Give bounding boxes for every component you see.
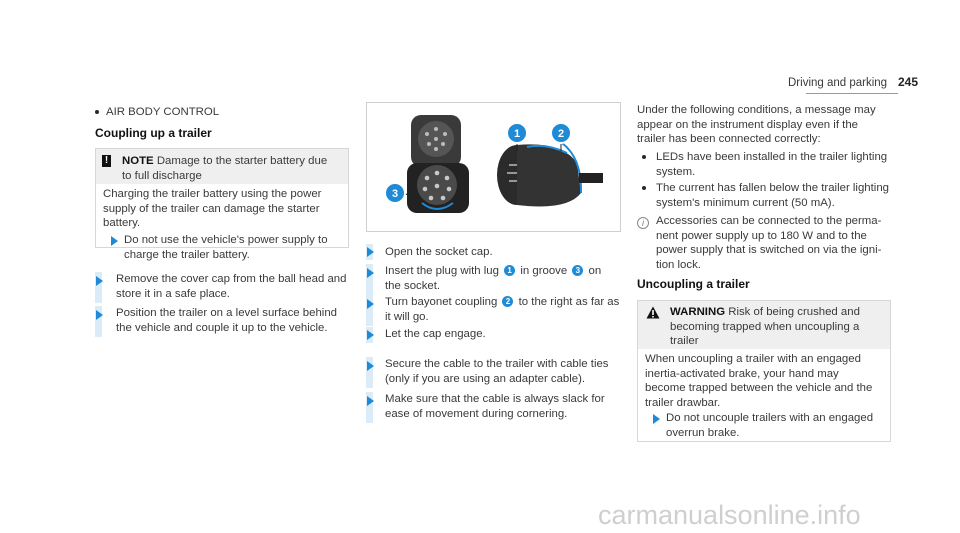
- warning-title-line: trailer: [670, 335, 699, 348]
- info-line: nent power supply up to 180 W and to the: [656, 229, 867, 242]
- step-line: ease of movement during cornering.: [385, 407, 568, 420]
- warning-body-line: When uncoupling a trailer with an engaged: [645, 353, 861, 365]
- note-body-line: supply of the trailer can damage the starter: [103, 202, 320, 215]
- step-arrow-icon: [367, 361, 374, 371]
- note-step-line: Do not use the vehicle's power supply to: [124, 234, 328, 246]
- note-body: [103, 187, 321, 231]
- step-line: Remove the cover cap from the ball head and: [116, 273, 347, 285]
- step-fragment: in groove: [520, 265, 568, 277]
- bullet-line: system's minimum current (50 mA).: [656, 196, 835, 209]
- info-line: Accessories can be connected to the perma-: [656, 215, 882, 227]
- info-icon: i: [637, 217, 649, 229]
- step-line: Make sure that the cable is always slack for: [385, 393, 605, 405]
- note-title: [122, 154, 327, 183]
- step-line: Secure the cable to the trailer with cable ties: [385, 358, 609, 370]
- step-line: store it in a safe place.: [116, 287, 230, 300]
- bullet-line: The current has fallen below the trailer lighting: [656, 182, 890, 194]
- header-rule: [806, 93, 898, 94]
- intro-line: appear on the instrument display even if the: [637, 118, 858, 131]
- note-step-line: charge the trailer battery.: [124, 248, 250, 261]
- step-fragment: to the right as far as: [518, 296, 620, 308]
- warning-body-line: trailer drawbar.: [645, 396, 721, 409]
- note-body-line: battery.: [103, 217, 141, 230]
- note-icon: !: [102, 155, 111, 167]
- note-box: [95, 148, 349, 261]
- intro-line: Under the following conditions, a message may: [637, 104, 876, 116]
- section-heading: Coupling up a trailer: [95, 126, 212, 140]
- trailer-socket-illustration: [367, 103, 620, 231]
- watermark: carmanualsonline.info: [598, 500, 861, 530]
- intro-line: trailer has been connected correctly:: [637, 133, 821, 146]
- step-arrow-icon: [367, 396, 374, 406]
- step-arrow-icon: [96, 310, 103, 320]
- step-text: [116, 272, 346, 301]
- marker-2: 2: [557, 128, 565, 140]
- warning-step: [666, 411, 873, 440]
- warning-title-line: becoming trapped when uncoupling a: [670, 320, 860, 333]
- step-line: it will go.: [385, 310, 429, 323]
- bullet-dot: [642, 186, 646, 190]
- step-text: [385, 295, 619, 324]
- step-arrow-icon: [367, 247, 374, 257]
- step-arrow-icon: [653, 414, 660, 424]
- marker-3-inline: 3: [572, 265, 583, 276]
- note-step: [124, 233, 328, 262]
- warning-step-line: Do not uncouple trailers with an engaged: [666, 412, 874, 424]
- bullet-text: [656, 181, 889, 210]
- note-title-2: to full discharge: [122, 169, 202, 182]
- note-title-1: Damage to the starter battery due: [156, 155, 328, 167]
- bullet-dot: [95, 110, 99, 114]
- bullet-dot: [642, 155, 646, 159]
- marker-3: 3: [391, 188, 399, 200]
- info-line: tion lock.: [656, 258, 701, 271]
- step-line: Position the trailer on a level surface behind: [116, 307, 337, 319]
- step-arrow-icon: [367, 299, 374, 309]
- marker-1-inline: 1: [504, 265, 515, 276]
- step-fragment: Turn bayonet coupling: [385, 296, 498, 308]
- warning-title-line: Risk of being crushed and: [728, 306, 860, 318]
- step-arrow-icon: [96, 276, 103, 286]
- step-line: the socket.: [385, 279, 441, 292]
- note-label: NOTE: [122, 155, 154, 167]
- step-text: [385, 264, 601, 293]
- step-text: [385, 392, 605, 421]
- warning-label: WARNING: [670, 306, 726, 318]
- warning-title: [670, 305, 860, 349]
- section-heading: Uncoupling a trailer: [637, 277, 750, 291]
- step-text: [385, 357, 609, 386]
- step-arrow-icon: [111, 236, 118, 246]
- step-text: [116, 306, 337, 335]
- warning-triangle-icon: [646, 306, 660, 319]
- section-title: Driving and parking: [788, 77, 888, 89]
- warning-box: [637, 300, 891, 442]
- bullet-text: AIR BODY CONTROL: [106, 106, 220, 118]
- step-text: Open the socket cap.: [385, 246, 493, 258]
- bullet-line: system.: [656, 165, 696, 178]
- step-line: the vehicle and couple it up to the vehicle.: [116, 321, 328, 334]
- figure-box: [366, 102, 621, 232]
- warning-body: [645, 352, 872, 410]
- bullet-line: LEDs have been installed in the trailer lighting: [656, 151, 888, 163]
- marker-1: 1: [513, 128, 521, 140]
- warning-step-line: overrun brake.: [666, 426, 740, 439]
- step-text: Let the cap engage.: [385, 328, 486, 340]
- note-body-line: Charging the trailer battery using the power: [103, 188, 322, 200]
- warning-body-line: inertia-activated brake, your hand may: [645, 367, 839, 380]
- step-arrow-icon: [367, 330, 374, 340]
- step-fragment: on: [588, 265, 602, 277]
- step-arrow-icon: [367, 268, 374, 278]
- info-text: [656, 214, 881, 272]
- marker-2-inline: 2: [502, 296, 513, 307]
- warning-body-line: become trapped between the vehicle and the: [645, 382, 873, 395]
- intro-text: [637, 103, 876, 147]
- step-line: (only if you are using an adapter cable).: [385, 372, 586, 385]
- step-fragment: Insert the plug with lug: [385, 265, 499, 277]
- info-line: power supply that is switched on via the igni-: [656, 244, 882, 257]
- page-number: 245: [898, 75, 919, 89]
- bullet-text: [656, 150, 887, 179]
